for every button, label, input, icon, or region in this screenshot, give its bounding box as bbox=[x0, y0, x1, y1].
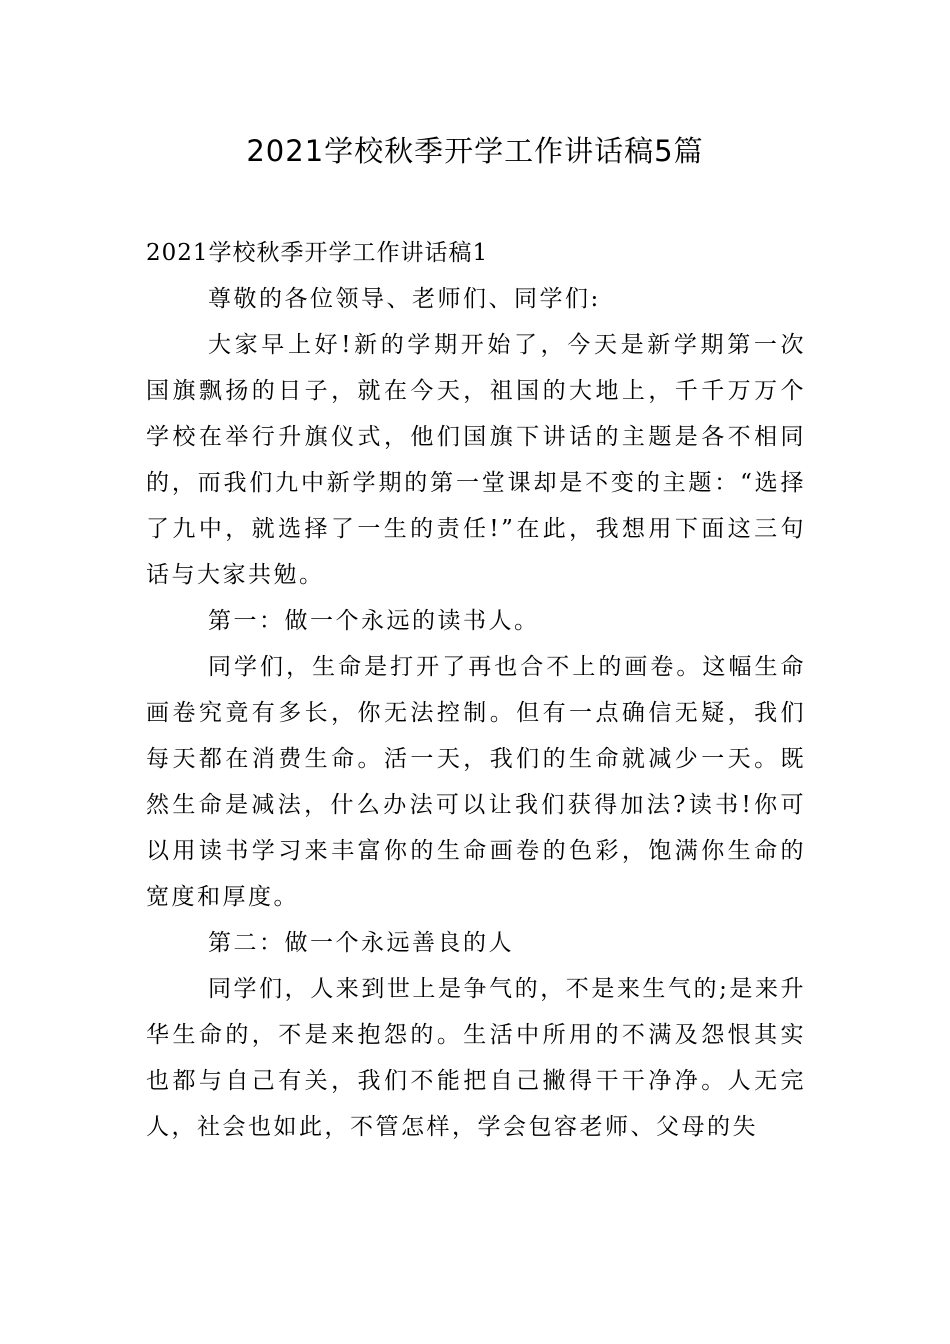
point-two-paragraph: 同学们，人来到世上是争气的，不是来生气的;是来升华生命的，不是来抱怨的。生活中所用的不满及怨恨其实也都与自己有关，我们不能把自己撇得干干净净。人无完人，社会也如此，不管怎样，学会包容老师、父母的失 bbox=[146, 976, 806, 1140]
point-two-heading: 第二：做一个永远善良的人 bbox=[208, 930, 514, 956]
salutation-paragraph: 尊敬的各位领导、老师们、同学们: bbox=[208, 286, 601, 312]
opening-paragraph: 大家早上好!新的学期开始了，今天是新学期第一次国旗飘扬的日子，就在今天，祖国的大地上，千千万万个学校在举行升旗仪式，他们国旗下讲话的主题是各不相同的，而我们九中新学期的第一堂课却是不变的主题：“选择了九中，就选择了一生的责任!”在此，我想用下面这三句话与大家共勉。 bbox=[146, 332, 806, 588]
point-one-heading: 第一：做一个永远的读书人。 bbox=[208, 608, 540, 634]
document-title: 2021学校秋季开学工作讲话稿5篇 bbox=[246, 134, 704, 168]
section-heading: 2021学校秋季开学工作讲话稿1 bbox=[146, 240, 489, 266]
document-body bbox=[146, 230, 806, 1150]
point-one-paragraph: 同学们，生命是打开了再也合不上的画卷。这幅生命画卷究竟有多长，你无法控制。但有一点确信无疑，我们每天都在消费生命。活一天，我们的生命就减少一天。既然生命是减法，什么办法可以让我们获得加法?读书!你可以用读书学习来丰富你的生命画卷的色彩，饱满你生命的宽度和厚度。 bbox=[146, 654, 806, 910]
